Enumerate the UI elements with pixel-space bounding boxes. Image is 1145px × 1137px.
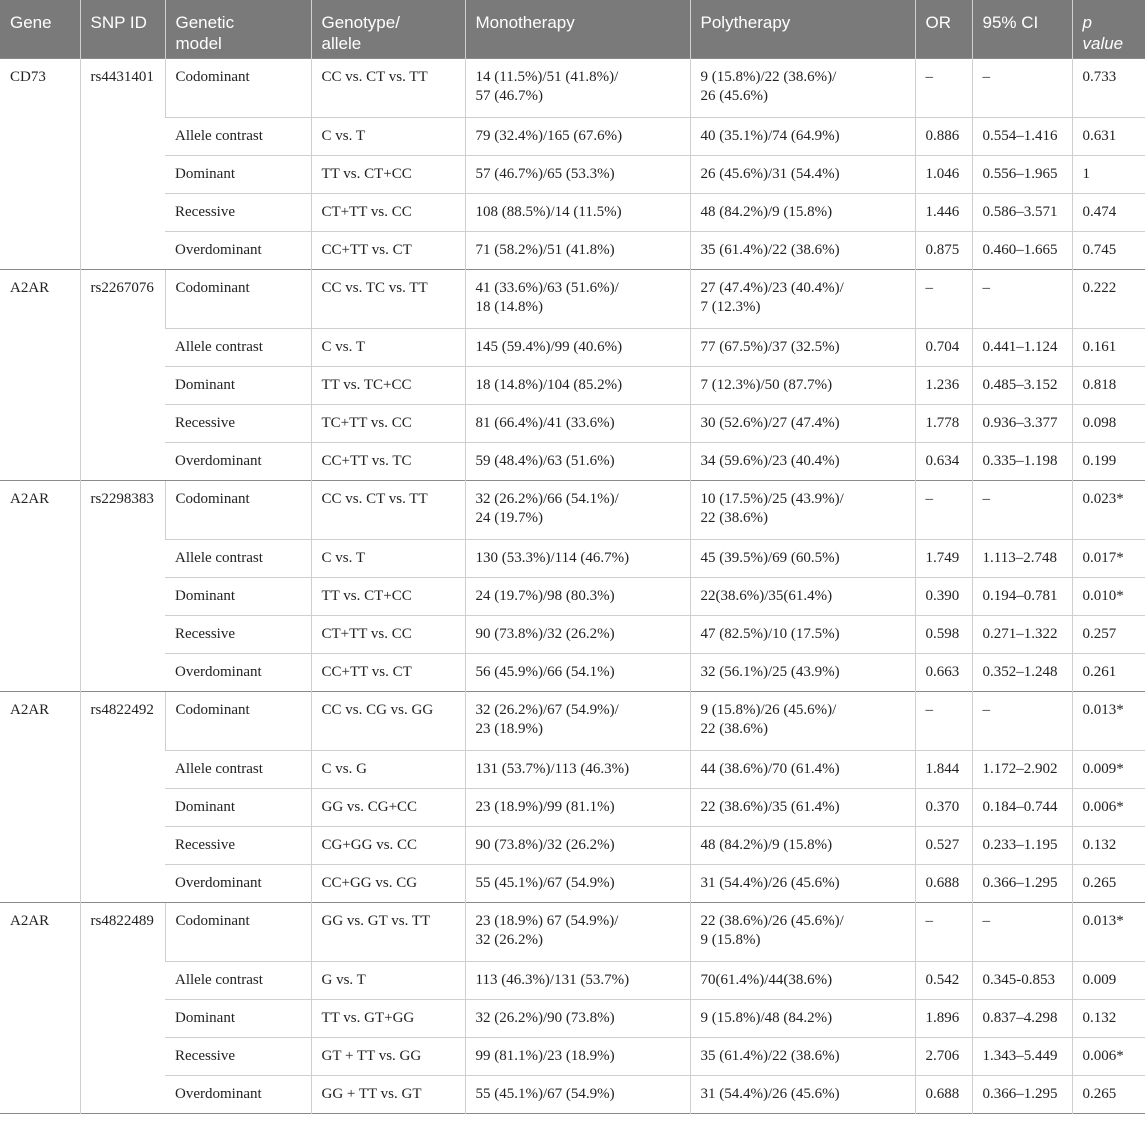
table-row <box>0 58 1145 117</box>
or-cell: 0.634 <box>915 442 972 480</box>
ci-cell: 0.335–1.198 <box>972 442 1072 480</box>
or-cell: 1.896 <box>915 999 972 1037</box>
monotherapy-cell: 57 (46.7%)/65 (53.3%) <box>465 155 690 193</box>
genetic-model-cell: Dominant <box>165 366 311 404</box>
p-value-cell: 0.132 <box>1072 999 1145 1037</box>
table-row <box>0 193 1145 231</box>
or-cell: – <box>915 58 972 117</box>
monotherapy-cell: 14 (11.5%)/51 (41.8%)/ 57 (46.7%) <box>465 58 690 117</box>
genetic-model-cell: Overdominant <box>165 653 311 691</box>
genotype-cell: TC+TT vs. CC <box>311 404 465 442</box>
polytherapy-cell: 7 (12.3%)/50 (87.7%) <box>690 366 915 404</box>
polytherapy-cell: 40 (35.1%)/74 (64.9%) <box>690 117 915 155</box>
header-or: OR <box>915 0 972 58</box>
snp-id-cell: rs2267076 <box>80 269 165 480</box>
ci-cell: 1.343–5.449 <box>972 1037 1072 1075</box>
p-value-cell: 0.818 <box>1072 366 1145 404</box>
snp-id-cell: rs4822489 <box>80 902 165 1113</box>
p-value-cell: 1 <box>1072 155 1145 193</box>
table-row <box>0 404 1145 442</box>
polytherapy-cell: 77 (67.5%)/37 (32.5%) <box>690 328 915 366</box>
monotherapy-cell: 23 (18.9%) 67 (54.9%)/ 32 (26.2%) <box>465 902 690 961</box>
genotype-cell: CT+TT vs. CC <box>311 193 465 231</box>
polytherapy-cell: 27 (47.4%)/23 (40.4%)/ 7 (12.3%) <box>690 269 915 328</box>
polytherapy-cell: 32 (56.1%)/25 (43.9%) <box>690 653 915 691</box>
polytherapy-cell: 9 (15.8%)/26 (45.6%)/ 22 (38.6%) <box>690 691 915 750</box>
monotherapy-cell: 32 (26.2%)/66 (54.1%)/ 24 (19.7%) <box>465 480 690 539</box>
header-95-ci: 95% CI <box>972 0 1072 58</box>
genotype-cell: C vs. T <box>311 117 465 155</box>
genotype-cell: GT + TT vs. GG <box>311 1037 465 1075</box>
monotherapy-cell: 32 (26.2%)/67 (54.9%)/ 23 (18.9%) <box>465 691 690 750</box>
table-row <box>0 328 1145 366</box>
or-cell: 0.663 <box>915 653 972 691</box>
table-row <box>0 1037 1145 1075</box>
p-value-cell: 0.009* <box>1072 750 1145 788</box>
polytherapy-cell: 10 (17.5%)/25 (43.9%)/ 22 (38.6%) <box>690 480 915 539</box>
genetic-model-cell: Dominant <box>165 577 311 615</box>
polytherapy-cell: 70(61.4%)/44(38.6%) <box>690 961 915 999</box>
genotype-cell: CC+TT vs. CT <box>311 231 465 269</box>
ci-cell: 0.556–1.965 <box>972 155 1072 193</box>
genetic-model-cell: Codominant <box>165 480 311 539</box>
header-gene: Gene <box>0 0 80 58</box>
genetic-model-cell: Recessive <box>165 826 311 864</box>
polytherapy-cell: 45 (39.5%)/69 (60.5%) <box>690 539 915 577</box>
genotype-cell: CC+TT vs. CT <box>311 653 465 691</box>
polytherapy-cell: 9 (15.8%)/48 (84.2%) <box>690 999 915 1037</box>
genetic-model-cell: Codominant <box>165 902 311 961</box>
monotherapy-cell: 113 (46.3%)/131 (53.7%) <box>465 961 690 999</box>
or-cell: 1.046 <box>915 155 972 193</box>
or-cell: 0.527 <box>915 826 972 864</box>
or-cell: 0.390 <box>915 577 972 615</box>
table-row <box>0 539 1145 577</box>
table-row <box>0 691 1145 750</box>
monotherapy-cell: 108 (88.5%)/14 (11.5%) <box>465 193 690 231</box>
table-row <box>0 117 1145 155</box>
genetic-model-cell: Allele contrast <box>165 750 311 788</box>
genotype-cell: CC vs. CG vs. GG <box>311 691 465 750</box>
table-row <box>0 1075 1145 1113</box>
ci-cell: 1.113–2.748 <box>972 539 1072 577</box>
table-row <box>0 788 1145 826</box>
header-snp-id: SNP ID <box>80 0 165 58</box>
p-value-cell: 0.265 <box>1072 864 1145 902</box>
header-monotherapy: Monotherapy <box>465 0 690 58</box>
polytherapy-cell: 47 (82.5%)/10 (17.5%) <box>690 615 915 653</box>
monotherapy-cell: 79 (32.4%)/165 (67.6%) <box>465 117 690 155</box>
genotype-cell: CC+GG vs. CG <box>311 864 465 902</box>
monotherapy-cell: 131 (53.7%)/113 (46.3%) <box>465 750 690 788</box>
ci-cell: – <box>972 58 1072 117</box>
monotherapy-cell: 18 (14.8%)/104 (85.2%) <box>465 366 690 404</box>
p-value-cell: 0.010* <box>1072 577 1145 615</box>
or-cell: 0.688 <box>915 1075 972 1113</box>
ci-cell: 0.586–3.571 <box>972 193 1072 231</box>
or-cell: 0.875 <box>915 231 972 269</box>
ci-cell: – <box>972 269 1072 328</box>
monotherapy-cell: 71 (58.2%)/51 (41.8%) <box>465 231 690 269</box>
monotherapy-cell: 99 (81.1%)/23 (18.9%) <box>465 1037 690 1075</box>
or-cell: 0.886 <box>915 117 972 155</box>
or-cell: 0.688 <box>915 864 972 902</box>
genotype-cell: GG vs. CG+CC <box>311 788 465 826</box>
p-value-cell: 0.222 <box>1072 269 1145 328</box>
or-cell: 0.598 <box>915 615 972 653</box>
p-value-cell: 0.631 <box>1072 117 1145 155</box>
p-value-cell: 0.257 <box>1072 615 1145 653</box>
monotherapy-cell: 55 (45.1%)/67 (54.9%) <box>465 864 690 902</box>
polytherapy-cell: 22 (38.6%)/35 (61.4%) <box>690 788 915 826</box>
genotype-cell: C vs. T <box>311 539 465 577</box>
or-cell: – <box>915 902 972 961</box>
table-row <box>0 155 1145 193</box>
table-row <box>0 653 1145 691</box>
header-polytherapy: Polytherapy <box>690 0 915 58</box>
ci-cell: – <box>972 902 1072 961</box>
genotype-cell: TT vs. TC+CC <box>311 366 465 404</box>
p-value-cell: 0.265 <box>1072 1075 1145 1113</box>
genetic-model-cell: Allele contrast <box>165 328 311 366</box>
or-cell: – <box>915 480 972 539</box>
genetic-model-cell: Overdominant <box>165 442 311 480</box>
polytherapy-cell: 22 (38.6%)/26 (45.6%)/ 9 (15.8%) <box>690 902 915 961</box>
genetic-model-cell: Allele contrast <box>165 117 311 155</box>
p-value-cell: 0.013* <box>1072 902 1145 961</box>
genetic-model-cell: Codominant <box>165 58 311 117</box>
polytherapy-cell: 31 (54.4%)/26 (45.6%) <box>690 1075 915 1113</box>
monotherapy-cell: 81 (66.4%)/41 (33.6%) <box>465 404 690 442</box>
ci-cell: 0.485–3.152 <box>972 366 1072 404</box>
p-value-cell: 0.017* <box>1072 539 1145 577</box>
monotherapy-cell: 145 (59.4%)/99 (40.6%) <box>465 328 690 366</box>
genetic-model-cell: Dominant <box>165 788 311 826</box>
genetic-model-cell: Dominant <box>165 999 311 1037</box>
genetic-model-cell: Allele contrast <box>165 961 311 999</box>
genetic-model-cell: Recessive <box>165 1037 311 1075</box>
table-row <box>0 366 1145 404</box>
or-cell: 1.778 <box>915 404 972 442</box>
polytherapy-cell: 35 (61.4%)/22 (38.6%) <box>690 1037 915 1075</box>
ci-cell: 0.460–1.665 <box>972 231 1072 269</box>
polytherapy-cell: 22(38.6%)/35(61.4%) <box>690 577 915 615</box>
polytherapy-cell: 9 (15.8%)/22 (38.6%)/ 26 (45.6%) <box>690 58 915 117</box>
monotherapy-cell: 41 (33.6%)/63 (51.6%)/ 18 (14.8%) <box>465 269 690 328</box>
genotype-cell: CC vs. CT vs. TT <box>311 480 465 539</box>
p-value-cell: 0.132 <box>1072 826 1145 864</box>
p-value-cell: 0.098 <box>1072 404 1145 442</box>
polytherapy-cell: 26 (45.6%)/31 (54.4%) <box>690 155 915 193</box>
monotherapy-cell: 90 (73.8%)/32 (26.2%) <box>465 615 690 653</box>
genetic-model-cell: Recessive <box>165 615 311 653</box>
or-cell: 1.749 <box>915 539 972 577</box>
or-cell: 0.704 <box>915 328 972 366</box>
genotype-cell: CC+TT vs. TC <box>311 442 465 480</box>
genetic-model-cell: Codominant <box>165 691 311 750</box>
table-row <box>0 999 1145 1037</box>
genetic-model-cell: Overdominant <box>165 231 311 269</box>
p-value-cell: 0.023* <box>1072 480 1145 539</box>
table-row <box>0 442 1145 480</box>
header-genetic-model: Genetic model <box>165 0 311 58</box>
table-row <box>0 615 1145 653</box>
monotherapy-cell: 55 (45.1%)/67 (54.9%) <box>465 1075 690 1113</box>
p-value-cell: 0.006* <box>1072 1037 1145 1075</box>
p-value-cell: 0.009 <box>1072 961 1145 999</box>
snp-id-cell: rs2298383 <box>80 480 165 691</box>
gene-cell: A2AR <box>0 691 80 902</box>
snp-id-cell: rs4431401 <box>80 58 165 269</box>
polytherapy-cell: 48 (84.2%)/9 (15.8%) <box>690 193 915 231</box>
genotype-cell: TT vs. CT+CC <box>311 577 465 615</box>
p-value-cell: 0.745 <box>1072 231 1145 269</box>
genotype-cell: GG vs. GT vs. TT <box>311 902 465 961</box>
genetic-model-cell: Dominant <box>165 155 311 193</box>
genotype-cell: TT vs. CT+CC <box>311 155 465 193</box>
genotype-cell: CC vs. CT vs. TT <box>311 58 465 117</box>
ci-cell: 0.441–1.124 <box>972 328 1072 366</box>
p-value-cell: 0.161 <box>1072 328 1145 366</box>
or-cell: 1.446 <box>915 193 972 231</box>
or-cell: 1.236 <box>915 366 972 404</box>
polytherapy-cell: 48 (84.2%)/9 (15.8%) <box>690 826 915 864</box>
table-row <box>0 864 1145 902</box>
monotherapy-cell: 23 (18.9%)/99 (81.1%) <box>465 788 690 826</box>
p-value-cell: 0.261 <box>1072 653 1145 691</box>
genetic-model-cell: Recessive <box>165 193 311 231</box>
p-value-cell: 0.474 <box>1072 193 1145 231</box>
gene-cell: A2AR <box>0 480 80 691</box>
header-row <box>0 0 1145 58</box>
ci-cell: 0.345-0.853 <box>972 961 1072 999</box>
genotype-cell: CC vs. TC vs. TT <box>311 269 465 328</box>
polytherapy-cell: 44 (38.6%)/70 (61.4%) <box>690 750 915 788</box>
or-cell: 1.844 <box>915 750 972 788</box>
genotype-cell: C vs. G <box>311 750 465 788</box>
or-cell: – <box>915 691 972 750</box>
ci-cell: 0.184–0.744 <box>972 788 1072 826</box>
header-genotype-allele: Genotype/ allele <box>311 0 465 58</box>
table-row <box>0 750 1145 788</box>
genotype-cell: CG+GG vs. CC <box>311 826 465 864</box>
genetic-model-cell: Overdominant <box>165 1075 311 1113</box>
genetic-model-cell: Overdominant <box>165 864 311 902</box>
genetic-model-cell: Allele contrast <box>165 539 311 577</box>
gene-cell: CD73 <box>0 58 80 269</box>
p-value-cell: 0.013* <box>1072 691 1145 750</box>
ci-cell: 0.194–0.781 <box>972 577 1072 615</box>
gene-cell: A2AR <box>0 269 80 480</box>
header-p-value: p value <box>1072 0 1145 58</box>
genotype-cell: TT vs. GT+GG <box>311 999 465 1037</box>
p-value-cell: 0.006* <box>1072 788 1145 826</box>
monotherapy-cell: 24 (19.7%)/98 (80.3%) <box>465 577 690 615</box>
or-cell: 0.370 <box>915 788 972 826</box>
monotherapy-cell: 59 (48.4%)/63 (51.6%) <box>465 442 690 480</box>
genotype-cell: CT+TT vs. CC <box>311 615 465 653</box>
polytherapy-cell: 34 (59.6%)/23 (40.4%) <box>690 442 915 480</box>
monotherapy-cell: 32 (26.2%)/90 (73.8%) <box>465 999 690 1037</box>
genotype-cell: G vs. T <box>311 961 465 999</box>
table-row <box>0 577 1145 615</box>
ci-cell: – <box>972 691 1072 750</box>
table-row <box>0 961 1145 999</box>
ci-cell: 0.554–1.416 <box>972 117 1072 155</box>
genotype-cell: C vs. T <box>311 328 465 366</box>
table-row <box>0 902 1145 961</box>
ci-cell: 0.936–3.377 <box>972 404 1072 442</box>
genetic-model-cell: Codominant <box>165 269 311 328</box>
table-row <box>0 826 1145 864</box>
or-cell: 2.706 <box>915 1037 972 1075</box>
ci-cell: 0.837–4.298 <box>972 999 1072 1037</box>
polytherapy-cell: 35 (61.4%)/22 (38.6%) <box>690 231 915 269</box>
ci-cell: 0.233–1.195 <box>972 826 1072 864</box>
table-row <box>0 231 1145 269</box>
monotherapy-cell: 130 (53.3%)/114 (46.7%) <box>465 539 690 577</box>
monotherapy-cell: 56 (45.9%)/66 (54.1%) <box>465 653 690 691</box>
genetic-model-cell: Recessive <box>165 404 311 442</box>
ci-cell: 1.172–2.902 <box>972 750 1072 788</box>
genotype-cell: GG + TT vs. GT <box>311 1075 465 1113</box>
ci-cell: 0.271–1.322 <box>972 615 1072 653</box>
p-value-cell: 0.199 <box>1072 442 1145 480</box>
polytherapy-cell: 31 (54.4%)/26 (45.6%) <box>690 864 915 902</box>
p-value-cell: 0.733 <box>1072 58 1145 117</box>
ci-cell: 0.366–1.295 <box>972 1075 1072 1113</box>
table-row <box>0 480 1145 539</box>
table-row <box>0 269 1145 328</box>
or-cell: – <box>915 269 972 328</box>
snp-id-cell: rs4822492 <box>80 691 165 902</box>
polytherapy-cell: 30 (52.6%)/27 (47.4%) <box>690 404 915 442</box>
gene-cell: A2AR <box>0 902 80 1113</box>
table-body <box>0 58 1145 1113</box>
ci-cell: 0.366–1.295 <box>972 864 1072 902</box>
monotherapy-cell: 90 (73.8%)/32 (26.2%) <box>465 826 690 864</box>
ci-cell: – <box>972 480 1072 539</box>
or-cell: 0.542 <box>915 961 972 999</box>
ci-cell: 0.352–1.248 <box>972 653 1072 691</box>
